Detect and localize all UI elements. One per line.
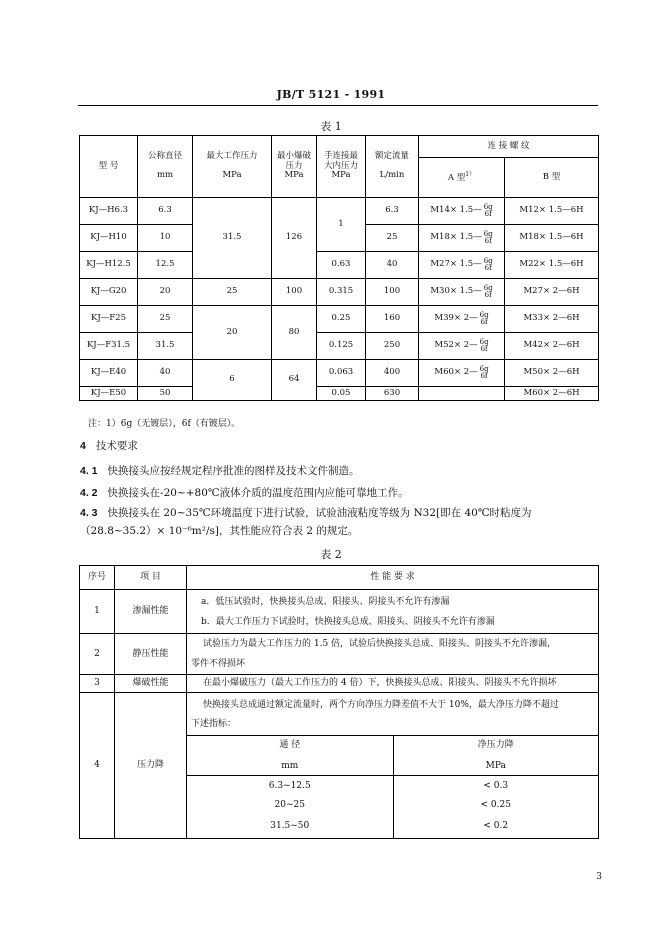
t1-header-hand: 手连接最 大内压力 MPa xyxy=(317,136,366,198)
t1-header-thread: 连 接 螺 纹 xyxy=(419,136,599,158)
table-row: 2 静压性能 试验压力为最大工作压力的 1.5 倍，试验后快换接头总成、阳接头、阴接头不允许渗漏， 零件不得损坏 xyxy=(80,634,599,675)
t1-header-dn: 公称直径 mm xyxy=(138,136,193,198)
table-row: 1 渗漏性能 a．低压试验时，快换接头总成、阳接头、阴接头不允许有渗漏 b．最大工作压力下试验时，快换接头总成、阳接头、阴接头不允许有渗漏 xyxy=(80,590,599,634)
table-row: KJ—F25 25 20 80 0.25 160 M39× 2— 6g 6f M33× 2—6H xyxy=(80,306,599,333)
t1-header-model: 型 号 xyxy=(80,136,138,198)
t1-header-flow: 额定流量 L/min xyxy=(366,136,419,198)
t2-header-req: 性 能 要 求 xyxy=(187,566,599,590)
section-4-title: 4 技术要求 xyxy=(80,440,138,452)
table2 xyxy=(79,565,599,839)
table-row: KJ—E40 40 6 64 0.063 400 M60× 2— 6g 6f M50× 2—6H xyxy=(80,360,599,387)
para-4-1: 4. 1 快换接头应按经规定程序批准的图样及技术文件制造。 xyxy=(80,465,360,477)
page-header: JB/T 5121 - 1991 xyxy=(276,88,386,101)
table2-caption: 表 2 xyxy=(320,548,342,561)
sub-header-pressure: 净压力降 MPa xyxy=(393,736,598,776)
table-row: KJ—G20 20 25 100 0.315 100 M30× 1.5— 6g 6f M27× 2—6H xyxy=(80,279,599,306)
table-row: KJ—F31.5 31.5 0.125 250 M52× 2— 6g 6f M42× 2—6H xyxy=(80,333,599,360)
table1-note: 注：1）6g（无镀层），6f（有镀层）。 xyxy=(88,419,241,429)
pressure-drop-subtable: 通 径 mm 净压力降 MPa 6.3~12.5 < 0.3 20~25 < 0.25 31.5~50 < 0.2 xyxy=(187,735,598,838)
para-4-3: 4. 3 快换接头在 20~35℃环境温度下进行试验，试验油液粘度等级为 N32[即在 40℃时粘度为 （28.8~35.2）× 10⁻⁶m²/s]，其性能应符合表 2 的规定。 xyxy=(80,507,532,537)
table-row: 4 压力降 快换接头总成通过额定流量时，两个方向净压力降差值不大于 10%，最大净压力降不超过 下述指标： 通 径 mm 净压力降 MPa 6.3~12.5 < 0.3 20~25 < 0.25 31.5~50 < 0.2 xyxy=(80,693,599,839)
t2-header-item: 项 目 xyxy=(115,566,187,590)
table-row: KJ—H12.5 12.5 0.63 40 M27× 1.5— 6g 6f M22× 1.5—6H xyxy=(80,252,599,279)
t2-header-no: 序号 xyxy=(80,566,115,590)
table1-caption: 表 1 xyxy=(320,120,342,133)
table1 xyxy=(79,135,599,401)
t1-header-a: A 型$^{1)}$ xyxy=(419,158,505,198)
t1-header-b: B 型 xyxy=(505,158,599,198)
table-row: KJ—H10 10 25 M18× 1.5— 6g 6f M18× 1.5—6H xyxy=(80,225,599,252)
para-4-2: 4. 2 快换接头在-20~+80℃液体介质的温度范围内应能可靠地工作。 xyxy=(80,487,409,499)
table-row: KJ—H6.3 6.3 31.5 126 1 6.3 M14× 1.5— 6g 6f M12× 1.5—6H xyxy=(80,198,599,225)
header-rule xyxy=(78,105,598,106)
page-number: 3 xyxy=(596,872,602,882)
sub-header-diameter: 通 径 mm xyxy=(187,736,393,776)
t1-header-burst: 最小爆破 压力 MPa xyxy=(272,136,317,198)
t1-header-maxp: 最大工作压力 MPa xyxy=(193,136,272,198)
table-row: KJ—E50 50 0.05 630 M60× 2—6H xyxy=(80,387,599,401)
table-row: 3 爆破性能 在最小爆破压力（最大工作压力的 4 倍）下，快换接头总成、阳接头、阴接头不允许损坏 xyxy=(80,675,599,693)
